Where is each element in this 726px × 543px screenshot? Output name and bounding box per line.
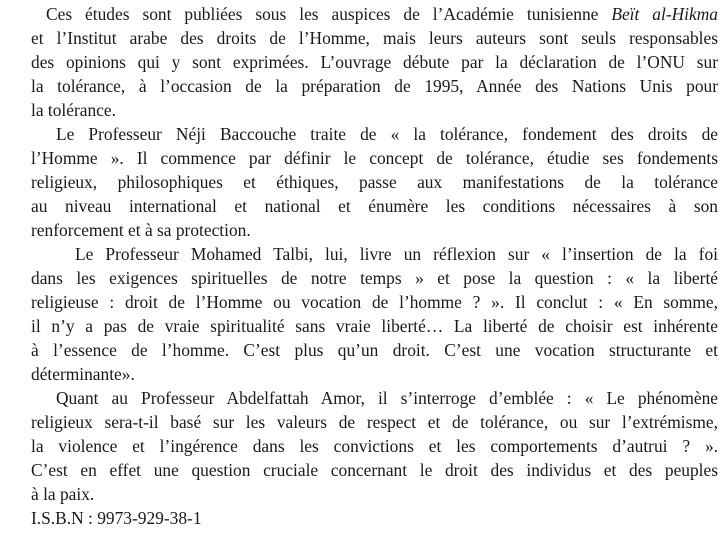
- paragraph-1: [31, 2, 718, 122]
- paragraph-2: [31, 122, 718, 242]
- paragraph-3: [31, 242, 718, 386]
- text-line: il n’y a pas de vraie spiritualité sans vraie liberté… La liberté de choisir est inhérente: [31, 316, 718, 336]
- text-line: religieux sera-t-il basé sur les valeurs de respect et de tolérance, ou sur l’extrémisme,: [31, 412, 718, 432]
- text-line: à l’essence de l’homme. C’est plus qu’un droit. C’est une vocation structurante et: [31, 340, 718, 360]
- text-line: à la paix.: [31, 484, 95, 504]
- text-line: religieux, philosophiques et éthiques, passe aux manifestations de la tolérance: [31, 172, 718, 192]
- text-line: et l’Institut arabe des droits de l’Homme, mais leurs auteurs sont seuls responsables: [31, 28, 718, 48]
- text-line: déterminante».: [31, 364, 135, 384]
- paragraph-4: [31, 386, 718, 506]
- text-line: [31, 2, 718, 26]
- text-line: Quant au Professeur Abdelfattah Amor, il s’interroge d’emblée : « Le phénomène: [56, 388, 718, 408]
- text-line: des opinions qui y sont exprimées. L’ouvrage débute par la déclaration de l’ONU sur: [31, 52, 718, 72]
- text-line: la tolérance, à l’occasion de la préparation de 1995, Année des Nations Unis pour: [31, 76, 718, 96]
- text-segment: Ces études sont publiées sous les auspices de l’Académie tunisienne: [46, 4, 612, 24]
- text-line: la violence et l’ingérence dans les convictions et les comportements d’autrui ? ».: [31, 436, 718, 456]
- text-line: religieuse : droit de l’Homme ou vocation de l’homme ? ». Il conclut : « En somme,: [31, 292, 718, 312]
- italic-title: Beït al-Hikma: [611, 4, 718, 24]
- text-line: renforcement et à sa protection.: [31, 220, 251, 240]
- text-line: au niveau international et national et énumère les conditions nécessaires à son: [31, 196, 718, 216]
- text-line: Le Professeur Mohamed Talbi, lui, livre un réflexion sur « l’insertion de la foi: [75, 244, 718, 264]
- text-line: C’est en effet une question cruciale concernant le droit des individus et des peuples: [31, 460, 718, 480]
- isbn-line: I.S.B.N : 9973-929-38-1: [31, 508, 202, 528]
- text-line: Le Professeur Néji Baccouche traite de « la tolérance, fondement des droits de: [56, 124, 718, 144]
- text-line: la tolérance.: [31, 100, 116, 120]
- text-line: dans les exigences spirituelles de notre temps » et pose la question : « la liberté: [31, 268, 718, 288]
- text-line: l’Homme ». Il commence par définir le concept de tolérance, étudie ses fondements: [31, 148, 718, 168]
